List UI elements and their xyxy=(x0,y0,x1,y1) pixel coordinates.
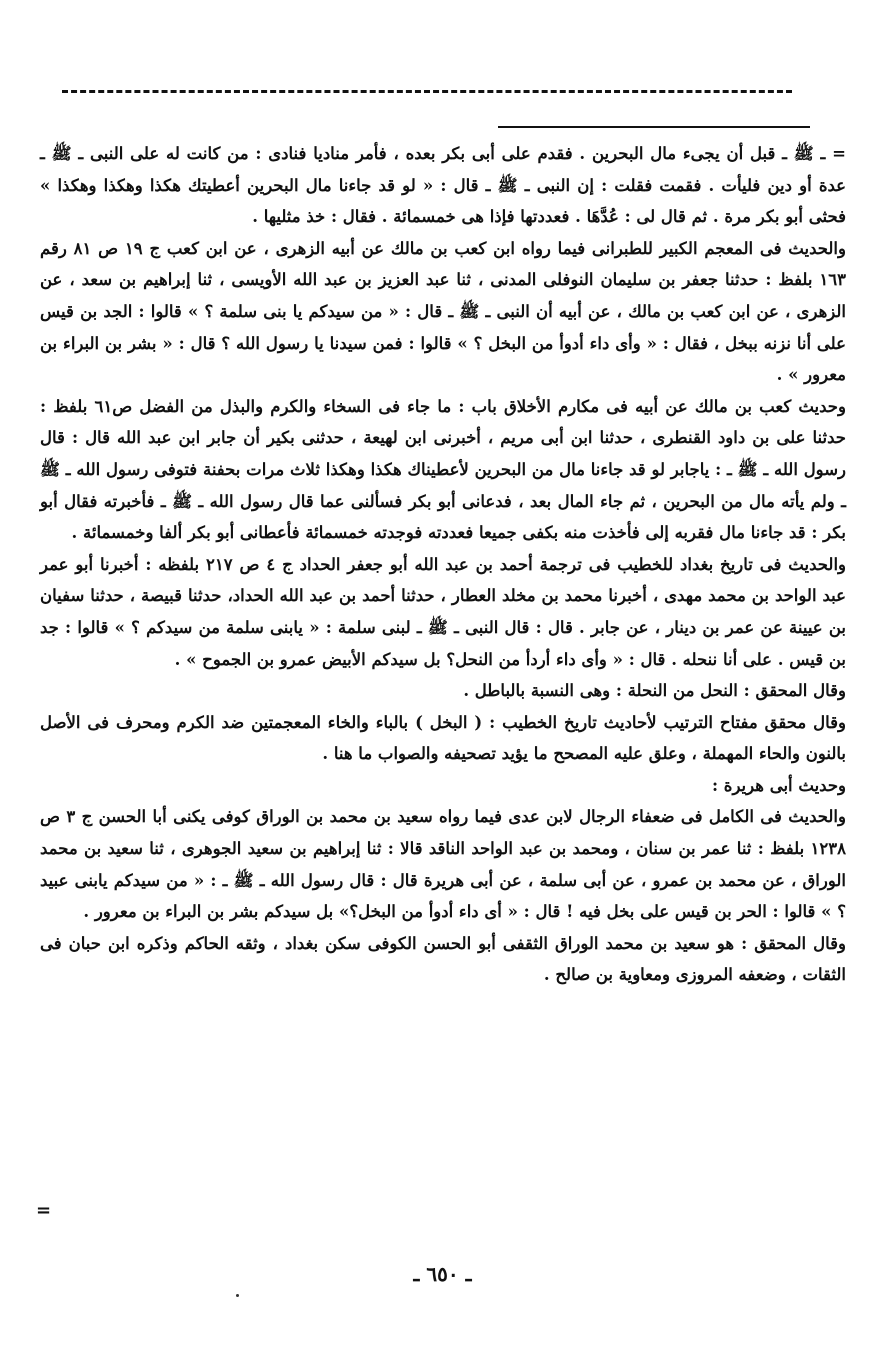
header-dashed-rule xyxy=(62,90,792,93)
paragraph-makarim-akhlaq: وحديث كعب بن مالك عن أبيه فى مكارم الأخلاق باب : ما جاء فى السخاء والكرم والبذل من الفضل ص٦١ بلفظ : حدثنا على بن داود القنطرى ، حدثنا ابن أبى مريم ، أخبرنى ابن لهيعة ، حدثنى بكير أن جابر ابن عبد الله قال : قال رسول الله ـ ﷺ ـ : ياجابر لو قد جاءنا مال من البحرين لأعطيناك هكذا وهكذا ثلاث مرات بحفنة فتوفى رسول الله ـ ﷺ ـ ولم يأته مال من البحرين ، ثم جاء المال بعد ، فدعانى أبو بكر فسألنى عما قال رسول الله ـ ﷺ ـ فأخبرته فقال أبو بكر : قد جاءنا مال فقربه إلى فأخذت منه بكفى جميعا فعددته فوجدته خمسمائة فأعطانى أبو بكر ألفا وخمسمائة . xyxy=(40,396,846,543)
paragraph-muhaqqiq-note: وقال المحقق : النحل من النحلة : وهى النسبة بالباطل . xyxy=(463,681,846,701)
footnote-separator-rule xyxy=(498,126,810,128)
footnote-text-block xyxy=(40,138,846,991)
print-speck xyxy=(236,1294,239,1297)
paragraph-abu-hurayra-heading: وحديث أبى هريرة : xyxy=(711,775,846,795)
paragraph-kamil-ibn-adi: والحديث فى الكامل فى ضعفاء الرجال لابن عدى فيما رواه سعيد بن محمد بن الوراق كوفى يكنى أبا الحسن ج ٣ ص ١٢٣٨ بلفظ : ثنا عمر بن سنان ، ومحمد بن عبد الواحد الناقد قالا : ثنا إبراهيم بن سعيد الجوهرى ، ثنا سعيد بن محمد الوراق ، عن محمد بن عمرو ، عن أبى سلمة ، عن أبى هريرة قال : قال رسول الله ـ ﷺ ـ : « من سيدكم يابنى عبيد ؟ » قالوا : الحر بن قيس على بخل فيه ! قال : « أى داء أدوأ من البخل؟» بل سيدكم بشر بن البراء بن معرور . xyxy=(40,807,846,922)
paragraph-tarikh-baghdad: والحديث فى تاريخ بغداد للخطيب فى ترجمة أحمد بن عبد الله أبو جعفر الحداد ج ٤ ص ٢١٧ بلفظه : أخبرنا أبو عمر عبد الواحد بن محمد مهدى ، أخبرنا محمد بن مخلد العطار ، حدثنا أحمد بن عبد الله الحداد، حدثنا قبيصة ، حدثنا سفيان بن عيينة عن عمر بن دينار ، عن جابر . قال : قال النبى ـ ﷺ ـ لبنى سلمة : « يابنى سلمة من سيدكم ؟ » قالوا : جد بن قيس . على أنا ننحله . قال : « وأى داء أردأ من النحل؟ بل سيدكم الأبيض عمرو بن الجموح » . xyxy=(40,554,846,669)
paragraph-tabarani: والحديث فى المعجم الكبير للطبرانى فيما رواه ابن كعب بن مالك عن أبيه الزهرى ، عن ابن كعب ج ١٩ ص ٨١ رقم ١٦٣ بلفظ : حدثنا جعفر بن سليمان النوفلى المدنى ، ثنا عبد العزيز بن عبد الله الأويسى ، ثنا إبراهيم بن سعد ، عن الزهرى ، عن ابن كعب بن مالك ، عن أبيه أن النبى ـ ﷺ ـ قال : « من سيدكم يا بنى سلمة ؟ » قالوا : الجد بن قيس على أنا نزنه ببخل ، فقال : « وأى داء أدوأ من البخل ؟ » قالوا : فمن سيدنا يا رسول الله ؟ قال : « بشر بن البراء بن معرور » . xyxy=(40,238,846,385)
continuation-mark: = xyxy=(36,1200,52,1221)
paragraph-miftah-tartib: وقال محقق مفتاح الترتيب لأحاديث تاريخ الخطيب : ( البخل ) بالباء والخاء المعجمتين ضد الكرم ومحرف فى الأصل بالنون والحاء المهملة ، وعلق عليه المصحح ما يؤيد تصحيفه والصواب ما هنا . xyxy=(40,712,846,764)
paragraph-muhaqqiq-said: وقال المحقق : هو سعيد بن محمد الوراق الثقفى أبو الحسن الكوفى سكن بغداد ، وثقه الحاكم وذكره ابن حبان فى الثقات ، وضعفه المروزى ومعاوية بن صالح . xyxy=(40,933,846,985)
paragraph-continued-hadith: = ـ ﷺ ـ قبل أن يجىء مال البحرين . فقدم على أبى بكر بعده ، فأمر مناديا فنادى : من كانت له على النبى ـ ﷺ ـ عدة أو دين فليأت . فقمت فقلت : إن النبى ـ ﷺ ـ قال : « لو قد جاءنا مال البحرين أعطيتك هكذا وهكذا وهكذا » فحثى أبو بكر مرة . ثم قال لى : عُدَّهَا . فعددتها فإذا هى خمسمائة . فقال : خذ مثليها . xyxy=(40,144,846,227)
page-number: ـ ٦٥٠ ـ xyxy=(413,1262,472,1286)
